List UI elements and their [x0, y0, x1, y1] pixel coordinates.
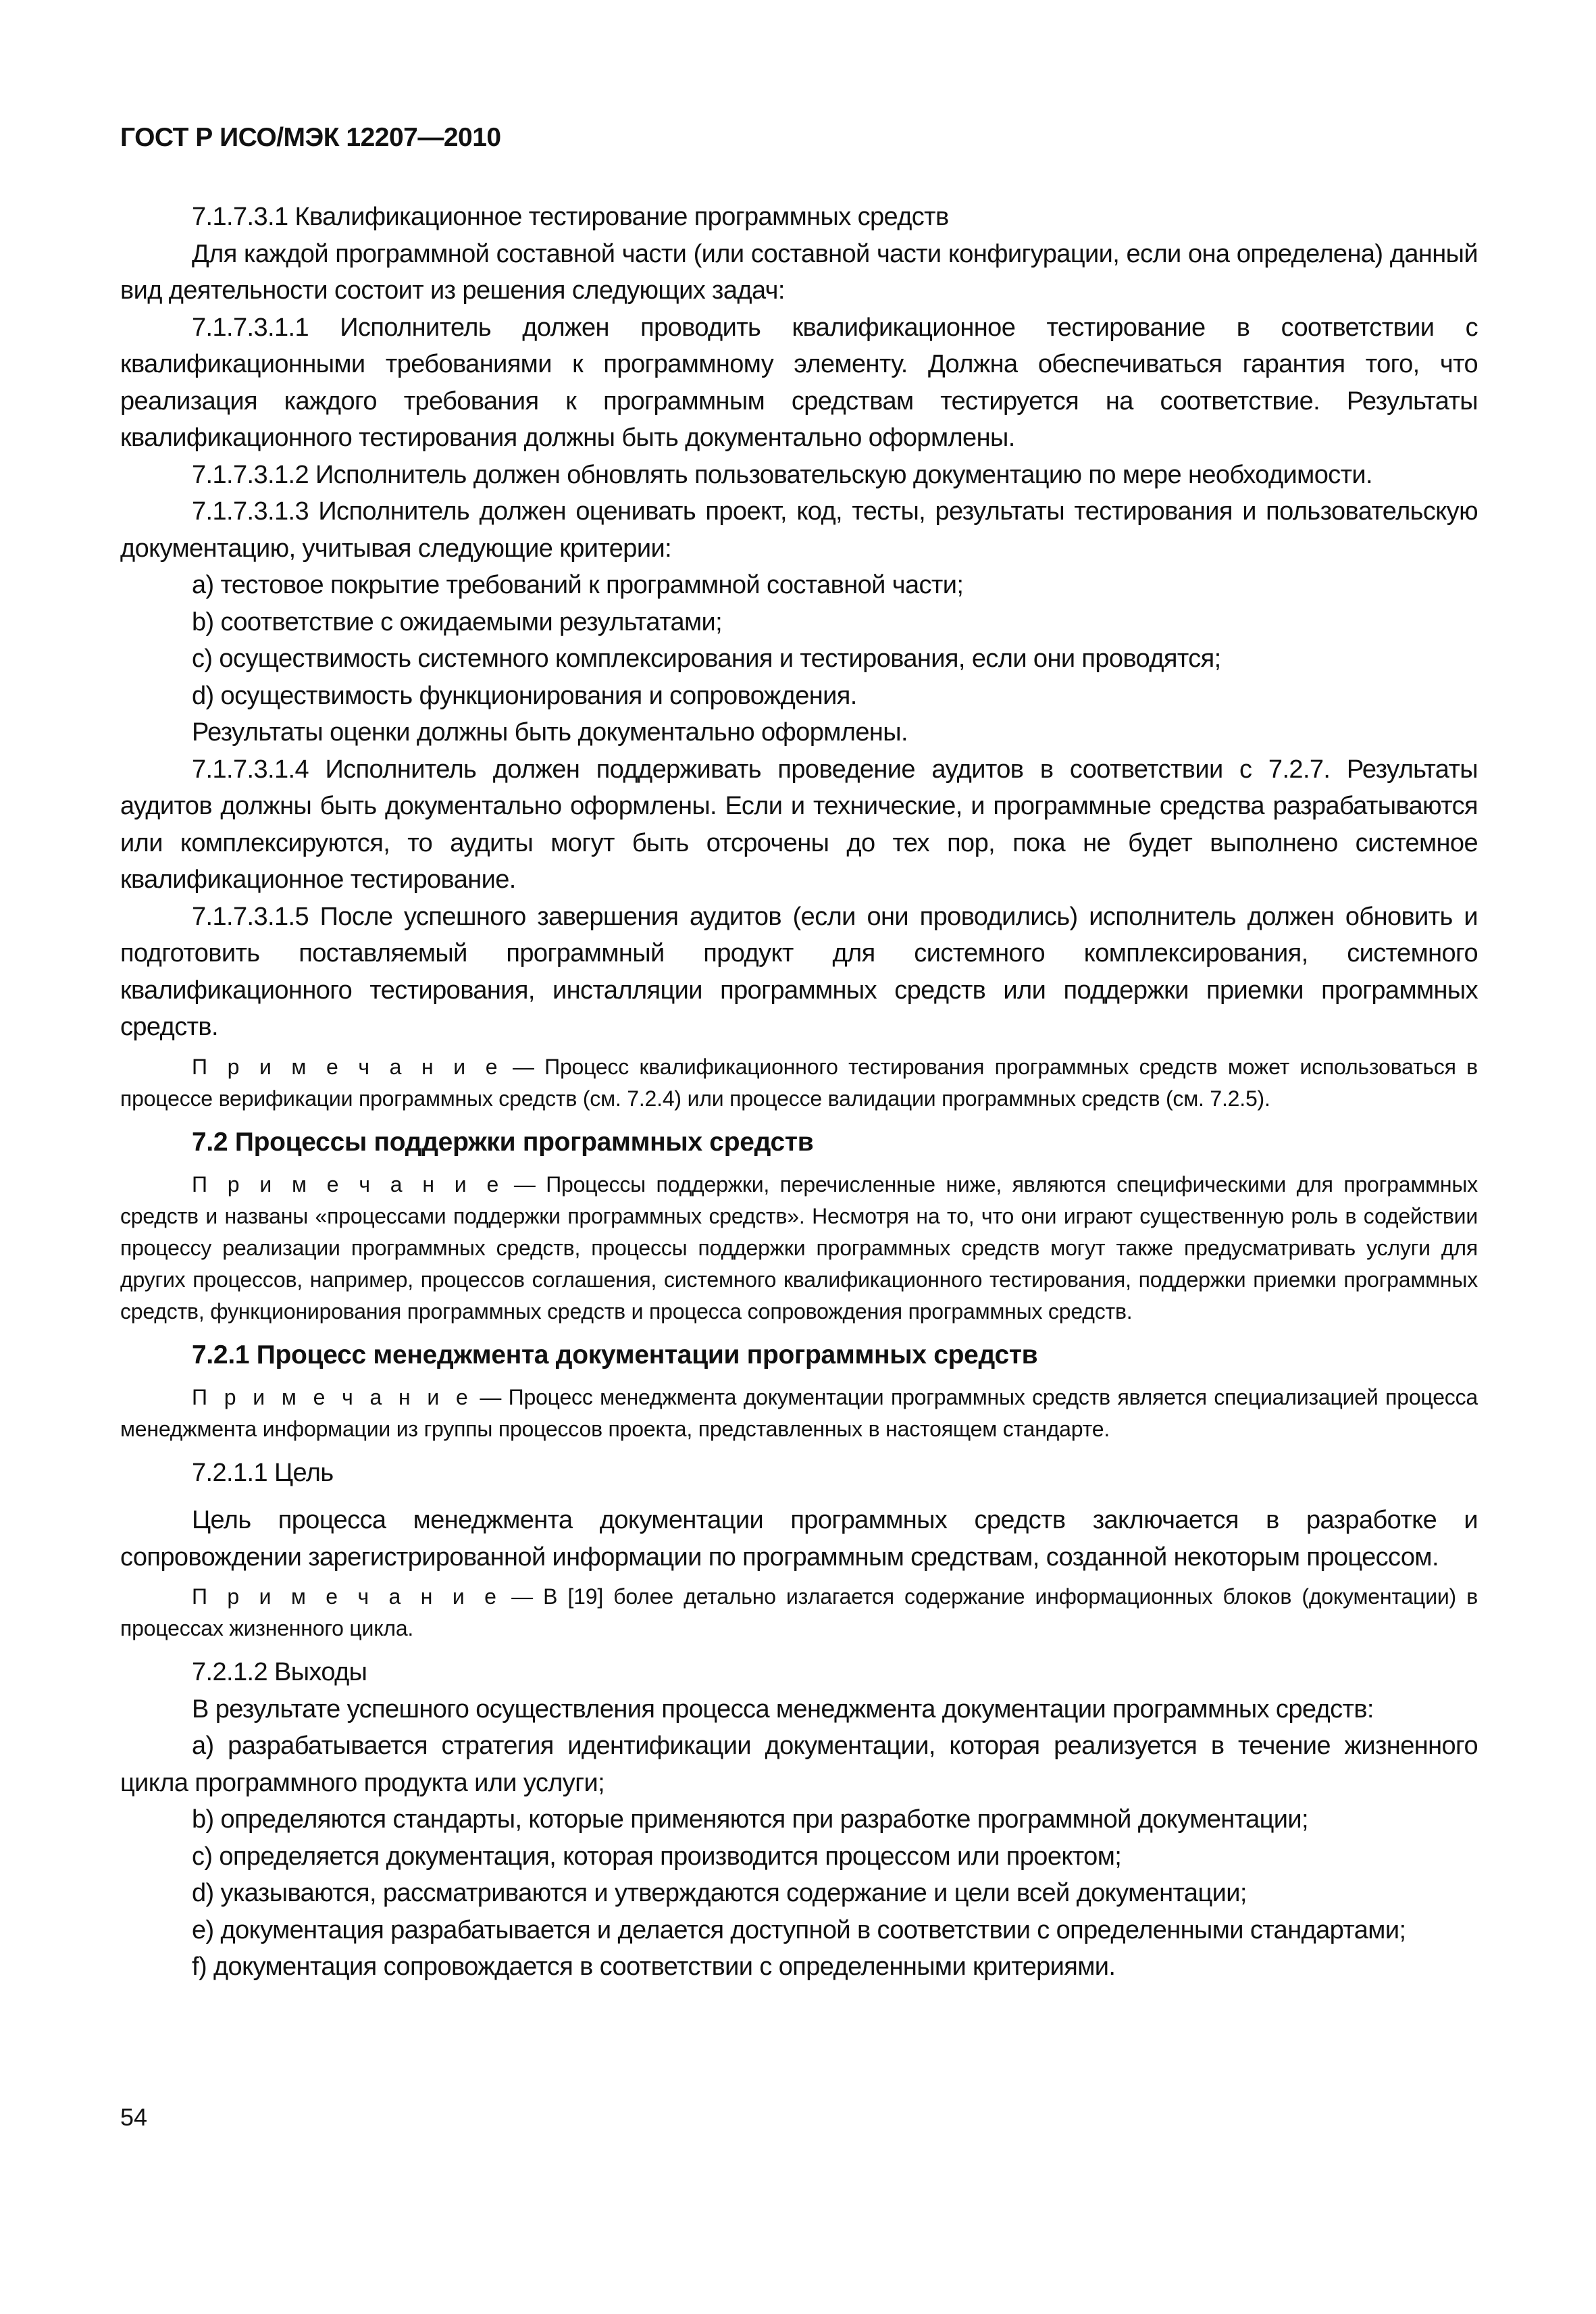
document-header: ГОСТ Р ИСО/МЭК 12207—2010 — [120, 123, 501, 152]
note — [120, 1051, 1478, 1115]
paragraph: 7.1.7.3.1.1 Исполнитель должен проводить квалификационное тестирование в соответствии с квалификационными требованиями к программному элементу. Должна обеспечиваться гарантия того, что реализация каждого требования к программным средствам тестируется на соответствие. Результаты квалификационного тестирования должны быть документально оформлены. — [120, 313, 1478, 452]
list-item: f) документация сопровождается в соответствии с определенными критериями. — [192, 1953, 1116, 1981]
list-item: а) разрабатывается стратегия идентификации документации, которая реализуется в течение жизненного цикла программного продукта или услуги; — [120, 1732, 1478, 1797]
note — [120, 1169, 1478, 1328]
paragraph: Результаты оценки должны быть документально оформлены. — [192, 718, 908, 747]
section-title-7-2-1-2: 7.2.1.2 Выходы — [192, 1658, 367, 1686]
list-item: а) тестовое покрытие требований к программной составной части; — [192, 571, 964, 599]
note-label: П р и м е ч а н и е — [192, 1172, 504, 1197]
list-item: с) определяется документация, которая производится процессом или проектом; — [192, 1842, 1122, 1871]
section-title-7-2-1-1: 7.2.1.1 Цель — [192, 1458, 334, 1487]
list-item: с) осуществимость системного комплексирования и тестирования, если они проводятся; — [192, 645, 1221, 673]
page-number: 54 — [120, 2103, 148, 2131]
note-text: — Процесс квалификационного тестирования программных средств может использоваться в процессе верификации программных средств (см. 7.2.4) или процессе валидации программных средств (см. 7.2.5). — [120, 1054, 1478, 1111]
list-item: е) документация разрабатывается и делается доступной в соответствии с определенными стандартами; — [192, 1915, 1406, 1944]
note — [120, 1581, 1478, 1644]
list-item: b) определяются стандарты, которые применяются при разработке программной документации; — [192, 1805, 1308, 1834]
paragraph: 7.1.7.3.1.2 Исполнитель должен обновлять пользовательскую документацию по мере необходимости. — [192, 460, 1373, 489]
paragraph: Цель процесса менеджмента документации программных средств заключается в разработке и сопровождении зарегистрированной информации по программным средствам, созданной некоторым процессом. — [120, 1506, 1478, 1571]
note-text: — Процессы поддержки, перечисленные ниже, являются специфическими для программных средств и названы «процессами поддержки программных средств». Несмотря на то, что они играют существенную роль в содействии процессу реализации программных средств, процессы поддержки программных средств могут также предусматривать услуги для других процессов, например, процессов соглашения, системного квалификационного тестирования, поддержки приемки программных средств, функционирования программных средств и процесса сопровождения программных средств. — [120, 1172, 1478, 1324]
paragraph: 7.1.7.3.1.4 Исполнитель должен поддерживать проведение аудитов в соответствии с 7.2.7. Результаты аудитов должны быть документально оформлены. Если и технические, и программные средства разрабатываются или комплексируются, то аудиты могут быть отсрочены до тех пор, пока не будет выполнено системное квалификационное тестирование. — [120, 755, 1478, 894]
list-item: d) осуществимость функционирования и сопровождения. — [192, 681, 857, 710]
note — [120, 1382, 1478, 1445]
paragraph: В результате успешного осуществления процесса менеджмента документации программных средств: — [192, 1694, 1374, 1724]
note-text: — Процесс менеджмента документации программных средств является специализацией процесса менеджмента информации из группы процессов проекта, представленных в настоящем стандарте. — [120, 1384, 1478, 1441]
paragraph: 7.1.7.3.1.5 После успешного завершения аудитов (если они проводились) исполнитель должен обновить и подготовить поставляемый программный продукт для системного комплексирования, системного квалификационного тестирования, инсталляции программных средств или поддержки приемки программных средств. — [120, 902, 1478, 1041]
note-label: П р и м е ч а н и е — [192, 1054, 503, 1079]
section-heading-7-2-1: 7.2.1 Процесс менеджмента документации программных средств — [192, 1340, 1038, 1369]
document-body — [120, 199, 1478, 1986]
list-item: d) указываются, рассматриваются и утверждаются содержание и цели всей документации; — [192, 1879, 1247, 1907]
section-heading-7-2: 7.2 Процессы поддержки программных средств — [192, 1127, 814, 1157]
section-title-7-1-7-3-1: 7.1.7.3.1 Квалификационное тестирование программных средств — [192, 203, 949, 231]
paragraph: 7.1.7.3.1.3 Исполнитель должен оценивать проект, код, тесты, результаты тестирования и пользовательскую документацию, учитывая следующие критерии: — [120, 497, 1478, 563]
paragraph: Для каждой программной составной части (или составной части конфигурации, если она определена) данный вид деятельности состоит из решения следующих задач: — [120, 239, 1478, 305]
note-text: — В [19] более детально излагается содержание информационных блоков (документации) в процессах жизненного цикла. — [120, 1584, 1478, 1640]
note-label: П р и м е ч а н и е — [192, 1384, 473, 1409]
note-label: П р и м е ч а н и е — [192, 1584, 501, 1609]
list-item: b) соответствие с ожидаемыми результатами; — [192, 607, 723, 636]
